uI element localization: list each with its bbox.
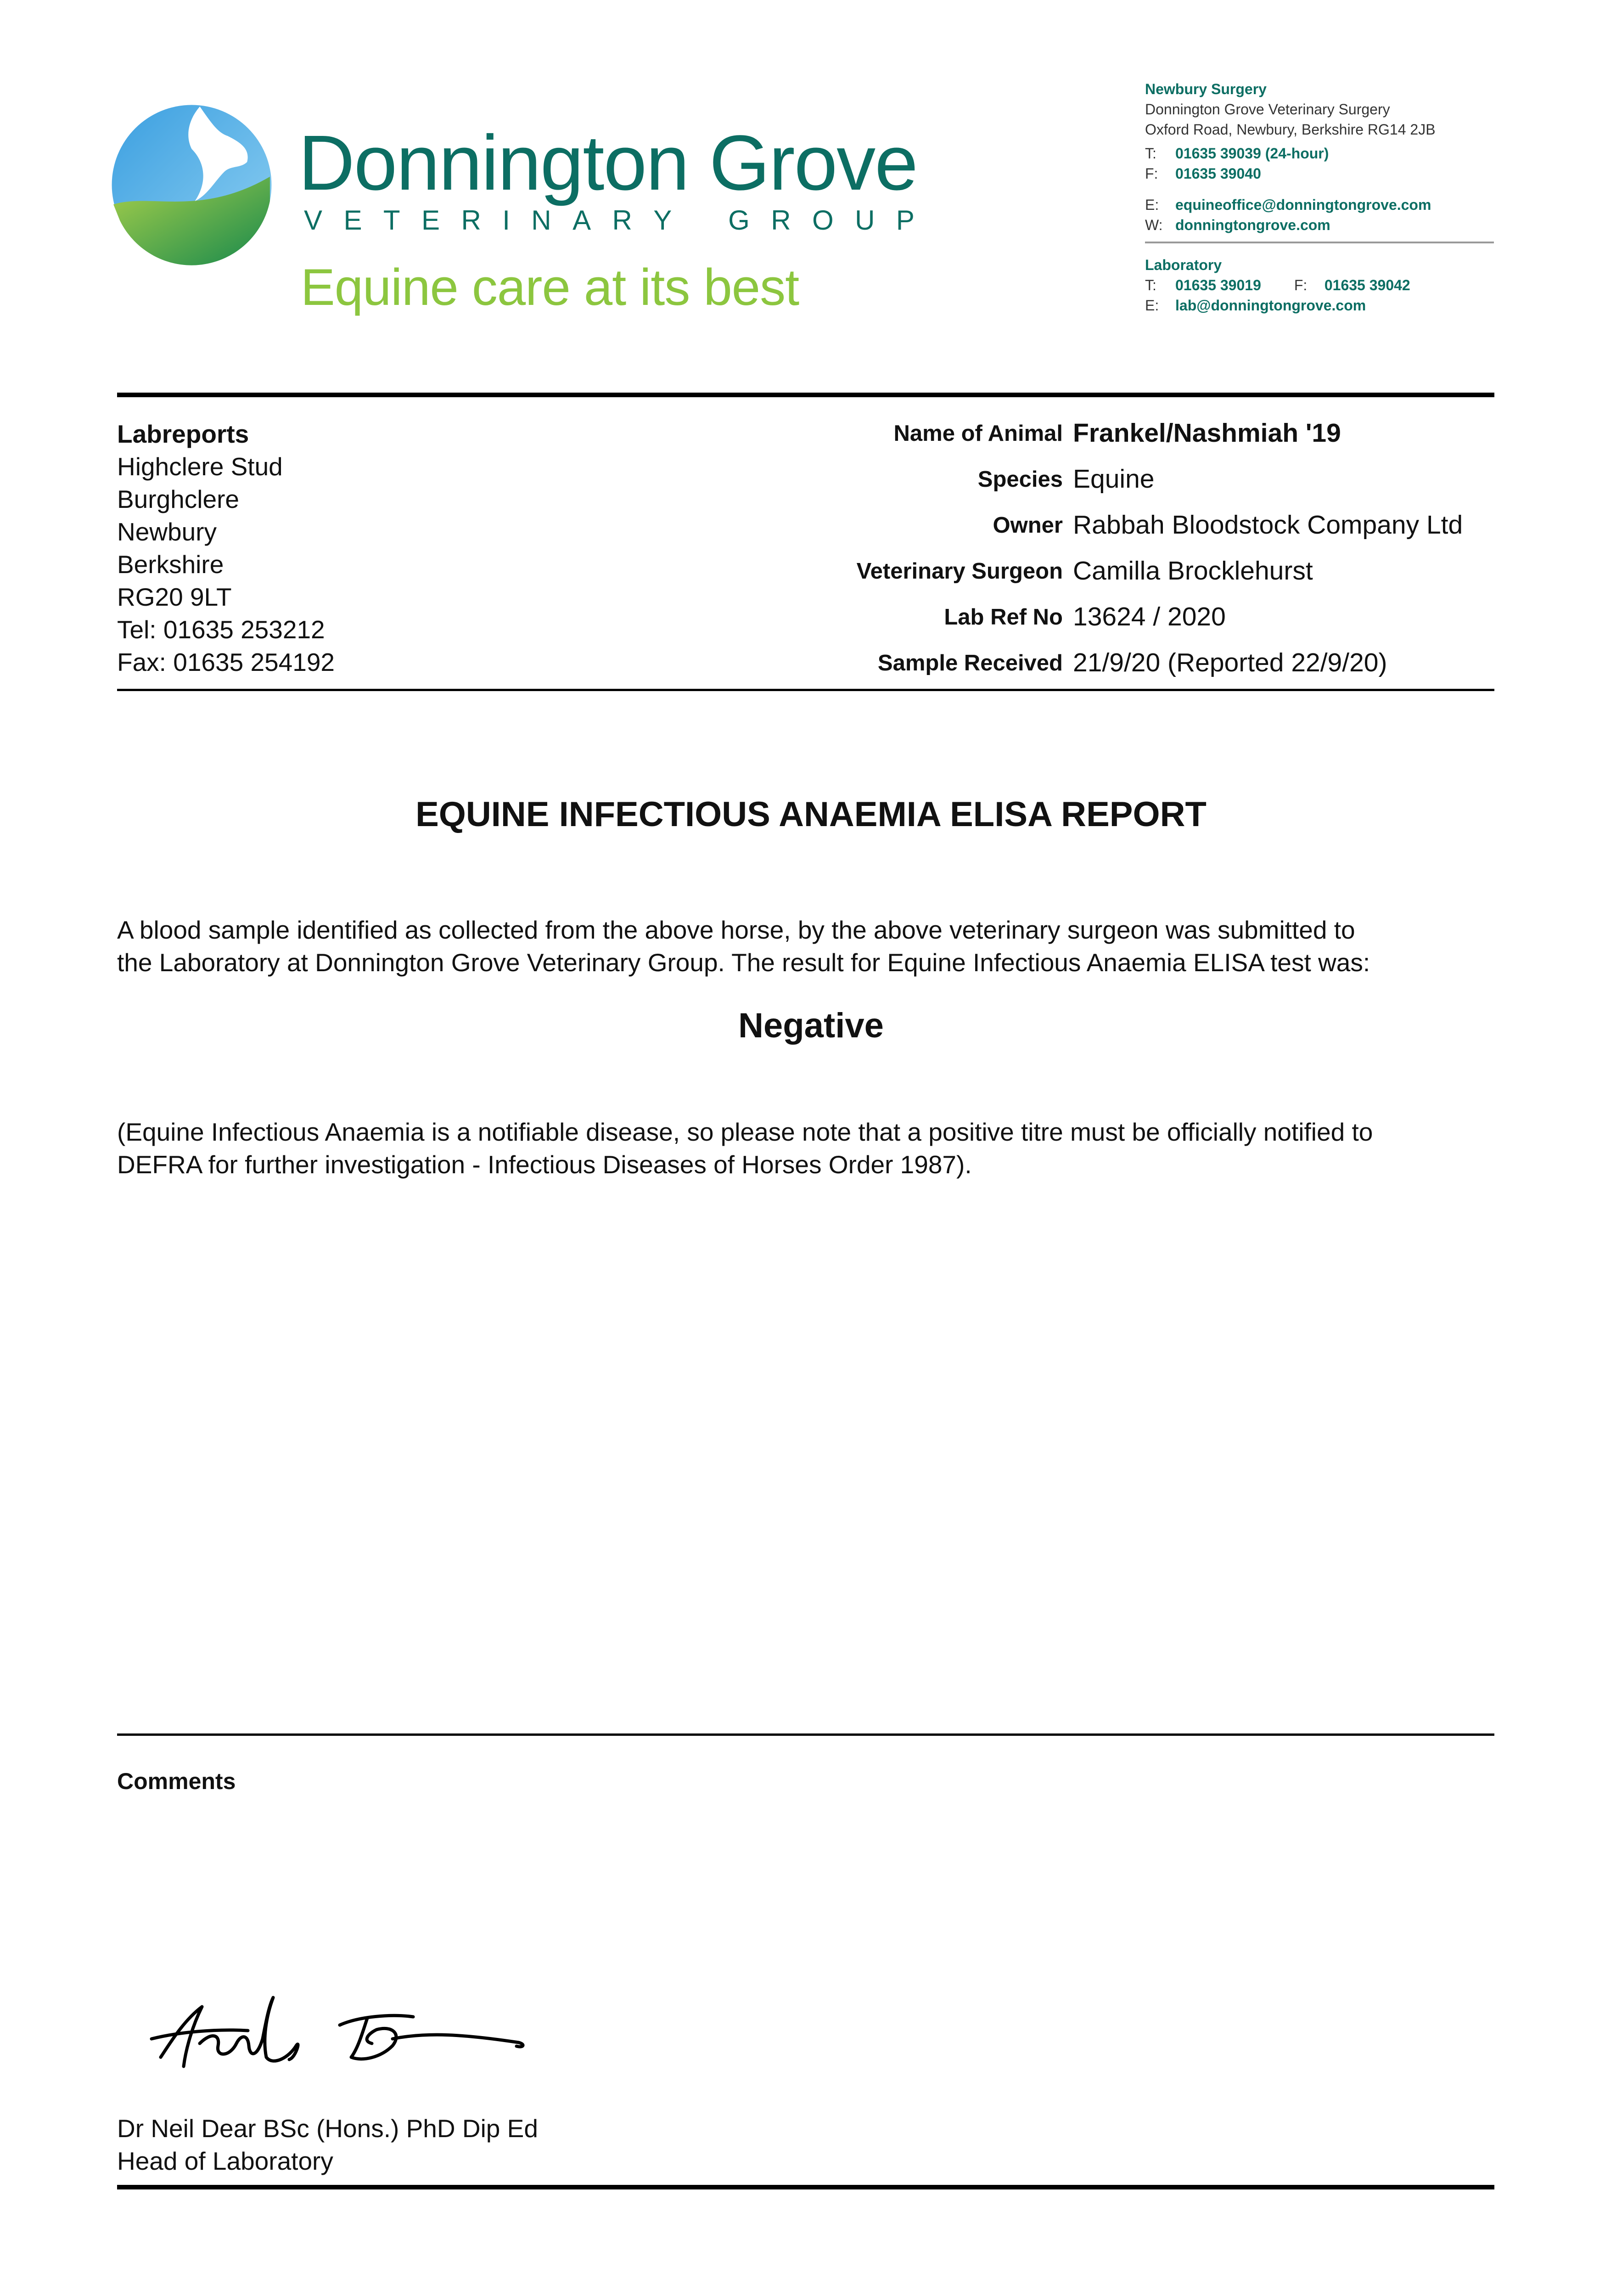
lab-email-link[interactable]: lab@donningtongrove.com (1175, 297, 1366, 314)
surgery-tel: 01635 39039 (24-hour) (1175, 145, 1329, 162)
lab-ref-value: 13624 / 2020 (1073, 602, 1226, 631)
surgery-heading: Newbury Surgery (1145, 81, 1267, 97)
tagline: Equine care at its best (301, 259, 799, 316)
recipient-name: Labreports (117, 420, 249, 448)
surgery-address: Oxford Road, Newbury, Berkshire RG14 2JB (1145, 121, 1436, 138)
address-fax: Fax: 01635 254192 (117, 648, 335, 676)
info-row-sample-received (735, 647, 1463, 693)
company-logo-mark (110, 103, 273, 266)
species-value: Equine (1073, 464, 1155, 494)
notifiable-disease-note (117, 1116, 1499, 1181)
intro-paragraph (117, 914, 1499, 979)
address-line: RG20 9LT (117, 583, 232, 611)
comments-label: Comments (117, 1768, 236, 1794)
report-title: EQUINE INFECTIOUS ANAEMIA ELISA REPORT (415, 795, 1207, 834)
brand-name: Donnington Grove (298, 119, 917, 207)
info-row-lab-ref (735, 602, 1463, 647)
info-row-owner (735, 510, 1463, 556)
owner-value: Rabbah Bloodstock Company Ltd (1073, 510, 1463, 540)
surgery-name: Donnington Grove Veterinary Surgery (1145, 101, 1390, 118)
lab-heading: Laboratory (1145, 257, 1222, 273)
note-line: (Equine Infectious Anaemia is a notifiable disease, so please note that a positive titre must be officially notified to (117, 1118, 1373, 1146)
comments-rule (117, 1733, 1494, 1736)
info-label: Name of Animal (893, 421, 1063, 446)
address-line: Burghclere (117, 485, 239, 513)
intro-line: A blood sample identified as collected from the above horse, by the above veterinary surgeon was submitted to (117, 916, 1355, 944)
signer-block (117, 2112, 538, 2178)
fax-label: F: (1145, 165, 1158, 182)
info-label: Species (977, 467, 1063, 492)
address-line: Highclere Stud (117, 452, 283, 481)
website-link[interactable]: donningtongrove.com (1175, 217, 1330, 233)
info-label: Sample Received (877, 651, 1063, 675)
recipient-address (117, 418, 335, 679)
sample-received-value: 21/9/20 (Reported 22/9/20) (1073, 648, 1387, 677)
info-label: Owner (993, 513, 1063, 538)
surgery-email-link[interactable]: equineoffice@donningtongrove.com (1175, 197, 1431, 213)
intro-line: the Laboratory at Donnington Grove Veterinary Group. The result for Equine Infectious Anaemia ELISA test was: (117, 948, 1370, 977)
test-result: Negative (738, 1006, 884, 1045)
footer-rule (117, 2185, 1494, 2189)
lab-tel-label: T: (1145, 277, 1156, 293)
email-label: E: (1145, 197, 1159, 213)
lab-fax-label: F: (1294, 277, 1308, 293)
header-rule (117, 393, 1494, 397)
info-label: Veterinary Surgeon (856, 559, 1063, 584)
signer-title: Head of Laboratory (117, 2147, 333, 2175)
surgery-contact-block (1145, 79, 1436, 235)
info-row-animal-name (735, 418, 1463, 464)
lab-email-label: E: (1145, 297, 1159, 314)
contact-divider (1145, 242, 1494, 243)
web-label: W: (1145, 217, 1163, 233)
lab-fax: 01635 39042 (1324, 277, 1410, 293)
address-line: Berkshire (117, 550, 224, 579)
animal-name-value: Frankel/Nashmiah '19 (1073, 418, 1341, 448)
note-line: DEFRA for further investigation - Infectious Diseases of Horses Order 1987). (117, 1150, 972, 1179)
surgery-fax: 01635 39040 (1175, 165, 1261, 182)
info-label: Lab Ref No (944, 605, 1063, 630)
info-row-species (735, 464, 1463, 510)
info-row-vet-surgeon (735, 556, 1463, 602)
laboratory-contact-block (1145, 255, 1410, 315)
lab-tel: 01635 39019 (1175, 277, 1261, 293)
address-tel: Tel: 01635 253212 (117, 615, 325, 644)
vet-surgeon-value: Camilla Brocklehurst (1073, 556, 1313, 585)
signature (142, 1988, 537, 2080)
tel-label: T: (1145, 145, 1156, 162)
signer-name: Dr Neil Dear BSc (Hons.) PhD Dip Ed (117, 2114, 538, 2143)
animal-info-table (735, 418, 1463, 693)
brand-subtitle: V E T E R I N A R Y G R O U P (304, 205, 915, 236)
address-line: Newbury (117, 518, 217, 546)
